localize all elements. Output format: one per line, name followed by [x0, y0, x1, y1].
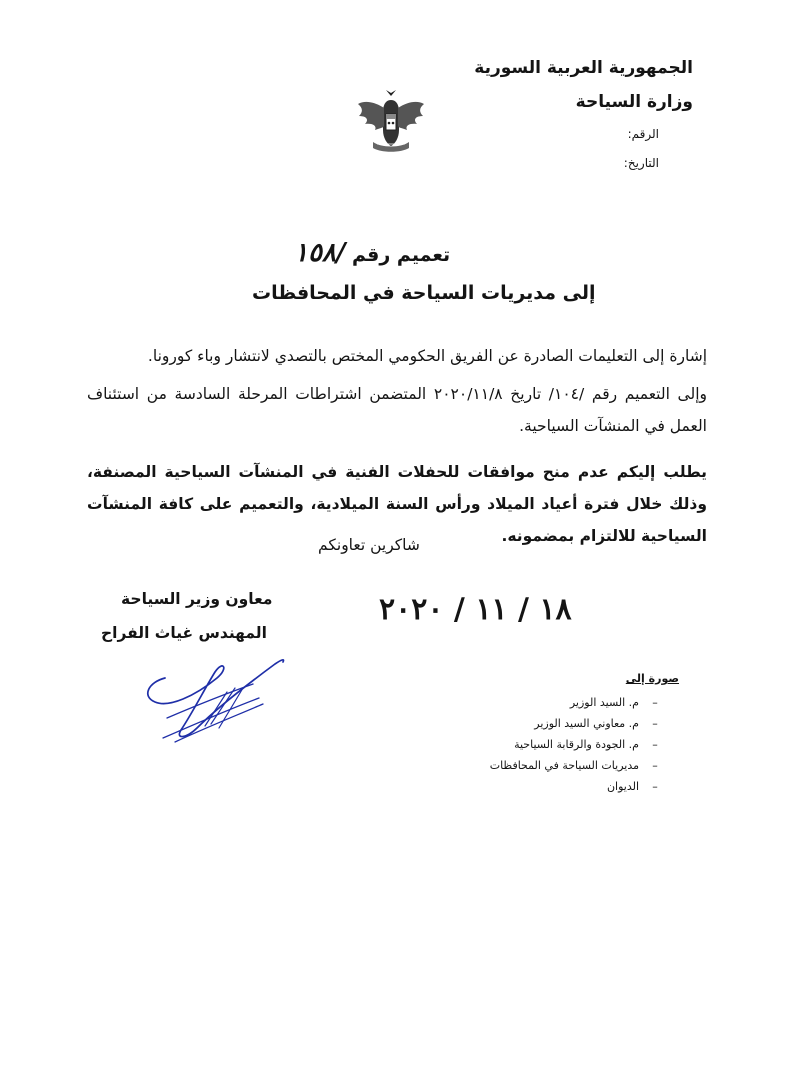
signatory-position: معاون وزير السياحة: [121, 590, 273, 608]
copy-to-dash: –: [652, 717, 658, 730]
syria-eagle-emblem-icon: [355, 86, 427, 156]
circular-number: /١٥٨: [294, 238, 346, 268]
copy-to-dash: –: [652, 696, 658, 709]
copy-to-dash: –: [652, 759, 658, 772]
copy-to-label: م. الجودة والرقابة السياحية: [514, 738, 639, 751]
copy-to-item: [490, 692, 671, 713]
copy-to-item: [490, 776, 671, 797]
copy-to-label: الديوان: [606, 780, 639, 793]
paragraph-request: يطلب إليكم عدم منح موافقات للحفلات الفنية في المنشآت السياحية المصنفة، وذلك خلال فترة أعياد الميلاد ورأس السنة الميلادية، والتعميم على كافة المنشآت السياحية للالتزام بمضمونه.: [87, 463, 707, 545]
copy-to-label: مديريات السياحة في المحافظات: [489, 759, 639, 772]
copy-to-label: م. السيد الوزير: [569, 696, 639, 709]
circular-label: تعميم رقم: [352, 244, 451, 266]
recipient-line: إلى مديريات السياحة في المحافظات: [252, 282, 596, 304]
paragraph-reference: إشارة إلى التعليمات الصادرة عن الفريق الحكومي المختص بالتصدي لانتشار وباء كورونا.: [147, 347, 707, 365]
copy-to-item: [490, 734, 671, 755]
ministry-name: وزارة السياحة: [575, 92, 693, 112]
date-label: التاريخ:: [623, 156, 659, 170]
handwritten-date: ١٨ / ١١ / ٢٠٢٠: [379, 592, 572, 627]
reference-label: الرقم:: [627, 127, 659, 141]
copy-to-list: [490, 692, 671, 797]
paragraph-previous-circular: وإلى التعميم رقم /١٠٤/ تاريخ ٢٠٢٠/١١/٨ المتضمن اشتراطات المرحلة السادسة من استئناف العمل في المنشآت السياحية.: [87, 385, 707, 435]
country-name: الجمهورية العربية السورية: [474, 58, 693, 78]
copy-to-dash: –: [652, 780, 658, 793]
copy-to-item: [490, 755, 671, 776]
handwritten-signature: [135, 652, 295, 748]
circular-title: [294, 238, 450, 268]
copy-to-label: م. معاوني السيد الوزير: [534, 717, 639, 730]
copy-to-item: [490, 713, 671, 734]
copy-to-title: صورة إلى: [625, 672, 679, 685]
copy-to-dash: –: [652, 738, 658, 751]
closing-line: شاكرين تعاونكم: [318, 536, 420, 554]
signatory-name: المهندس غياث الفراح: [101, 624, 267, 642]
